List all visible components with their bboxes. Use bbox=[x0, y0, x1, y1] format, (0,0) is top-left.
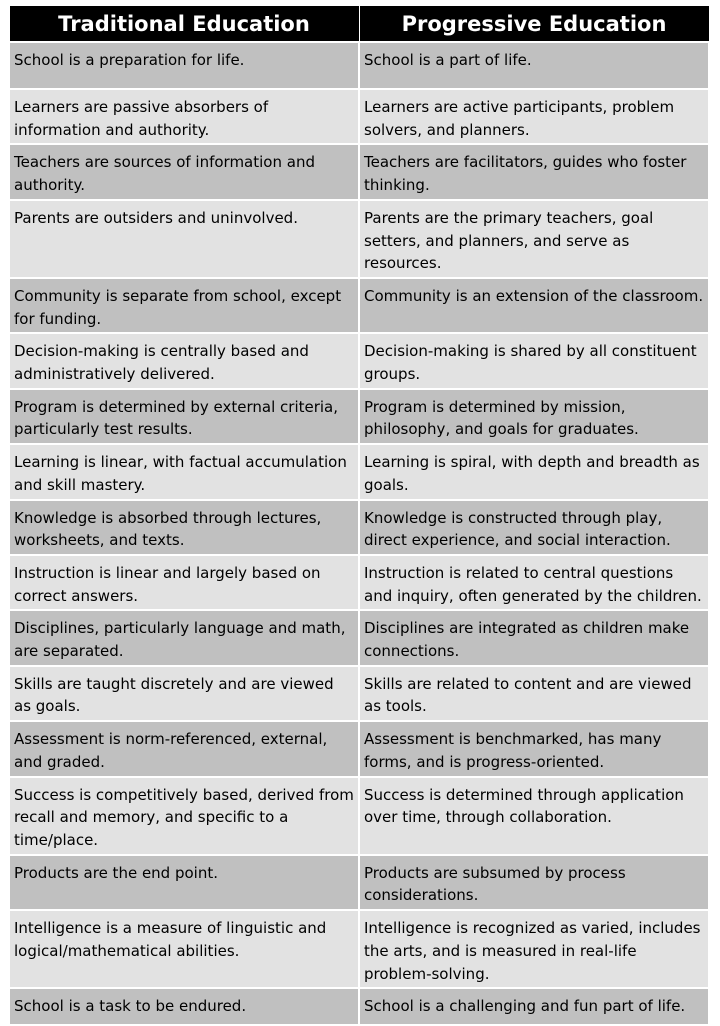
table-row bbox=[9, 777, 709, 855]
traditional-cell: Teachers are sources of information and authority. bbox=[9, 144, 359, 199]
progressive-cell: Parents are the primary teachers, goal setters, and planners, and serve as resources. bbox=[359, 200, 709, 278]
traditional-cell: Success is competitively based, derived from recall and memory, and specific to a time/place. bbox=[9, 777, 359, 855]
progressive-cell: Program is determined by mission, philosophy, and goals for graduates. bbox=[359, 389, 709, 444]
progressive-cell: Disciplines are integrated as children make connections. bbox=[359, 610, 709, 665]
traditional-cell: Products are the end point. bbox=[9, 855, 359, 910]
table-row bbox=[9, 721, 709, 776]
traditional-cell: Parents are outsiders and uninvolved. bbox=[9, 200, 359, 278]
table-row bbox=[9, 610, 709, 665]
table-row bbox=[9, 333, 709, 388]
table-row bbox=[9, 500, 709, 555]
table-row bbox=[9, 910, 709, 988]
header-row bbox=[9, 6, 709, 43]
header-progressive-education: Progressive Education bbox=[359, 6, 709, 43]
progressive-cell: Teachers are facilitators, guides who foster thinking. bbox=[359, 144, 709, 199]
table-row bbox=[9, 855, 709, 910]
progressive-cell: School is a challenging and fun part of life. bbox=[359, 988, 709, 1025]
progressive-cell: Success is determined through application over time, through collaboration. bbox=[359, 777, 709, 855]
progressive-cell: Intelligence is recognized as varied, includes the arts, and is measured in real-life problem-solving. bbox=[359, 910, 709, 988]
traditional-cell: Learners are passive absorbers of information and authority. bbox=[9, 89, 359, 144]
progressive-cell: Skills are related to content and are viewed as tools. bbox=[359, 666, 709, 721]
traditional-cell: Knowledge is absorbed through lectures, worksheets, and texts. bbox=[9, 500, 359, 555]
table-row bbox=[9, 389, 709, 444]
header-traditional-education: Traditional Education bbox=[9, 6, 359, 43]
traditional-cell: Intelligence is a measure of linguistic and logical/mathematical abilities. bbox=[9, 910, 359, 988]
table-row bbox=[9, 42, 709, 89]
table-row bbox=[9, 444, 709, 499]
table-row bbox=[9, 555, 709, 610]
traditional-cell: Assessment is norm-referenced, external, and graded. bbox=[9, 721, 359, 776]
table-row bbox=[9, 89, 709, 144]
progressive-cell: Knowledge is constructed through play, direct experience, and social interaction. bbox=[359, 500, 709, 555]
traditional-cell: Instruction is linear and largely based on correct answers. bbox=[9, 555, 359, 610]
traditional-cell: School is a preparation for life. bbox=[9, 42, 359, 89]
traditional-cell: School is a task to be endured. bbox=[9, 988, 359, 1025]
progressive-cell: Products are subsumed by process considerations. bbox=[359, 855, 709, 910]
progressive-cell: School is a part of life. bbox=[359, 42, 709, 89]
progressive-cell: Assessment is benchmarked, has many forms, and is progress-oriented. bbox=[359, 721, 709, 776]
progressive-cell: Community is an extension of the classroom. bbox=[359, 278, 709, 333]
table-row bbox=[9, 144, 709, 199]
traditional-cell: Skills are taught discretely and are viewed as goals. bbox=[9, 666, 359, 721]
traditional-cell: Learning is linear, with factual accumulation and skill mastery. bbox=[9, 444, 359, 499]
traditional-cell: Decision-making is centrally based and administratively delivered. bbox=[9, 333, 359, 388]
table-row bbox=[9, 278, 709, 333]
progressive-cell: Instruction is related to central questions and inquiry, often generated by the children. bbox=[359, 555, 709, 610]
table-row bbox=[9, 988, 709, 1025]
progressive-cell: Learners are active participants, problem solvers, and planners. bbox=[359, 89, 709, 144]
progressive-cell: Decision-making is shared by all constituent groups. bbox=[359, 333, 709, 388]
traditional-cell: Disciplines, particularly language and math, are separated. bbox=[9, 610, 359, 665]
traditional-cell: Program is determined by external criteria, particularly test results. bbox=[9, 389, 359, 444]
progressive-cell: Learning is spiral, with depth and breadth as goals. bbox=[359, 444, 709, 499]
comparison-table-container bbox=[8, 5, 708, 1026]
comparison-table bbox=[8, 5, 710, 1026]
traditional-cell: Community is separate from school, except for funding. bbox=[9, 278, 359, 333]
table-row bbox=[9, 200, 709, 278]
table-row bbox=[9, 666, 709, 721]
